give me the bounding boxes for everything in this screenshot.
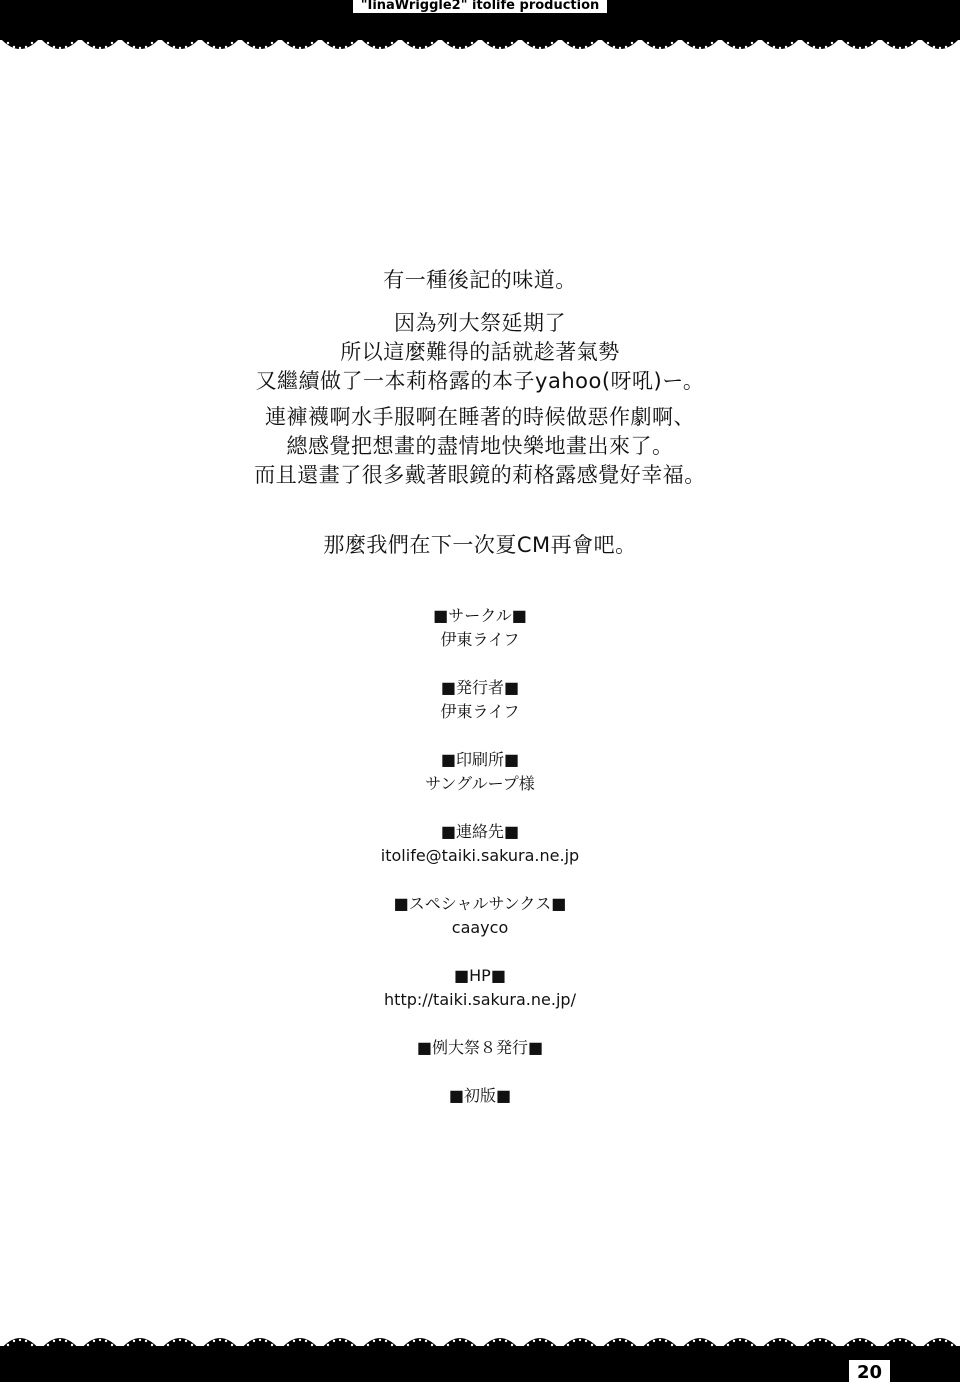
credit-label: ■サークル■ bbox=[433, 606, 527, 625]
credit-value: サングループ様 bbox=[425, 774, 535, 793]
credit-value: 伊東ライフ bbox=[440, 702, 520, 721]
afterword-line: 所以這麼難得的話就趁著氣勢 bbox=[340, 340, 620, 364]
footer-scallop-border bbox=[0, 1326, 960, 1354]
afterword-line: 有一種後記的味道。 bbox=[383, 268, 577, 292]
afterword-line: 又繼續做了一本莉格露的本子yahoo(呀吼)ー。 bbox=[255, 369, 705, 393]
credit-value: 伊東ライフ bbox=[440, 630, 520, 649]
header-title: "IinaWriggle2" itolife production bbox=[0, 0, 960, 14]
credit-label: ■スペシャルサンクス■ bbox=[393, 894, 567, 913]
afterword-line: 而且還畫了很多戴著眼鏡的莉格露感覺好幸福。 bbox=[254, 463, 706, 487]
afterword-paragraph-3 bbox=[0, 403, 960, 490]
afterword-line: 總感覺把想畫的盡情地快樂地畫出來了。 bbox=[286, 434, 674, 458]
credit-label: ■連絡先■ bbox=[440, 822, 520, 841]
afterword-line: 因為列大祭延期了 bbox=[394, 311, 566, 335]
afterword-line: 連褲襪啊水手服啊在睡著的時候做惡作劇啊、 bbox=[265, 405, 695, 429]
credit-printer bbox=[0, 748, 960, 796]
afterword-line: 那麼我們在下一次夏CM再會吧。 bbox=[323, 533, 637, 557]
credit-event bbox=[0, 1036, 960, 1060]
afterword-paragraph-2 bbox=[0, 309, 960, 396]
credit-label: ■例大祭８発行■ bbox=[416, 1038, 544, 1057]
credit-contact bbox=[0, 820, 960, 868]
footer-decorative-band bbox=[0, 1352, 960, 1382]
contact-email: itolife@taiki.sakura.ne.jp bbox=[380, 846, 580, 865]
header-scallop-border bbox=[0, 34, 960, 56]
credit-circle bbox=[0, 604, 960, 652]
credit-value: caayco bbox=[451, 918, 509, 937]
credit-label: ■初版■ bbox=[448, 1086, 512, 1105]
colophon-credits bbox=[0, 604, 960, 1132]
afterword-paragraph-4 bbox=[0, 531, 960, 560]
credit-label: ■HP■ bbox=[454, 966, 506, 985]
credit-label: ■印刷所■ bbox=[440, 750, 520, 769]
credit-label: ■発行者■ bbox=[440, 678, 520, 697]
afterword-paragraph-1 bbox=[0, 266, 960, 295]
homepage-url: http://taiki.sakura.ne.jp/ bbox=[384, 990, 576, 1009]
credit-edition bbox=[0, 1084, 960, 1108]
page-number: 20 bbox=[849, 1360, 890, 1382]
credit-homepage bbox=[0, 964, 960, 1012]
credit-special-thanks bbox=[0, 892, 960, 940]
credit-publisher bbox=[0, 676, 960, 724]
